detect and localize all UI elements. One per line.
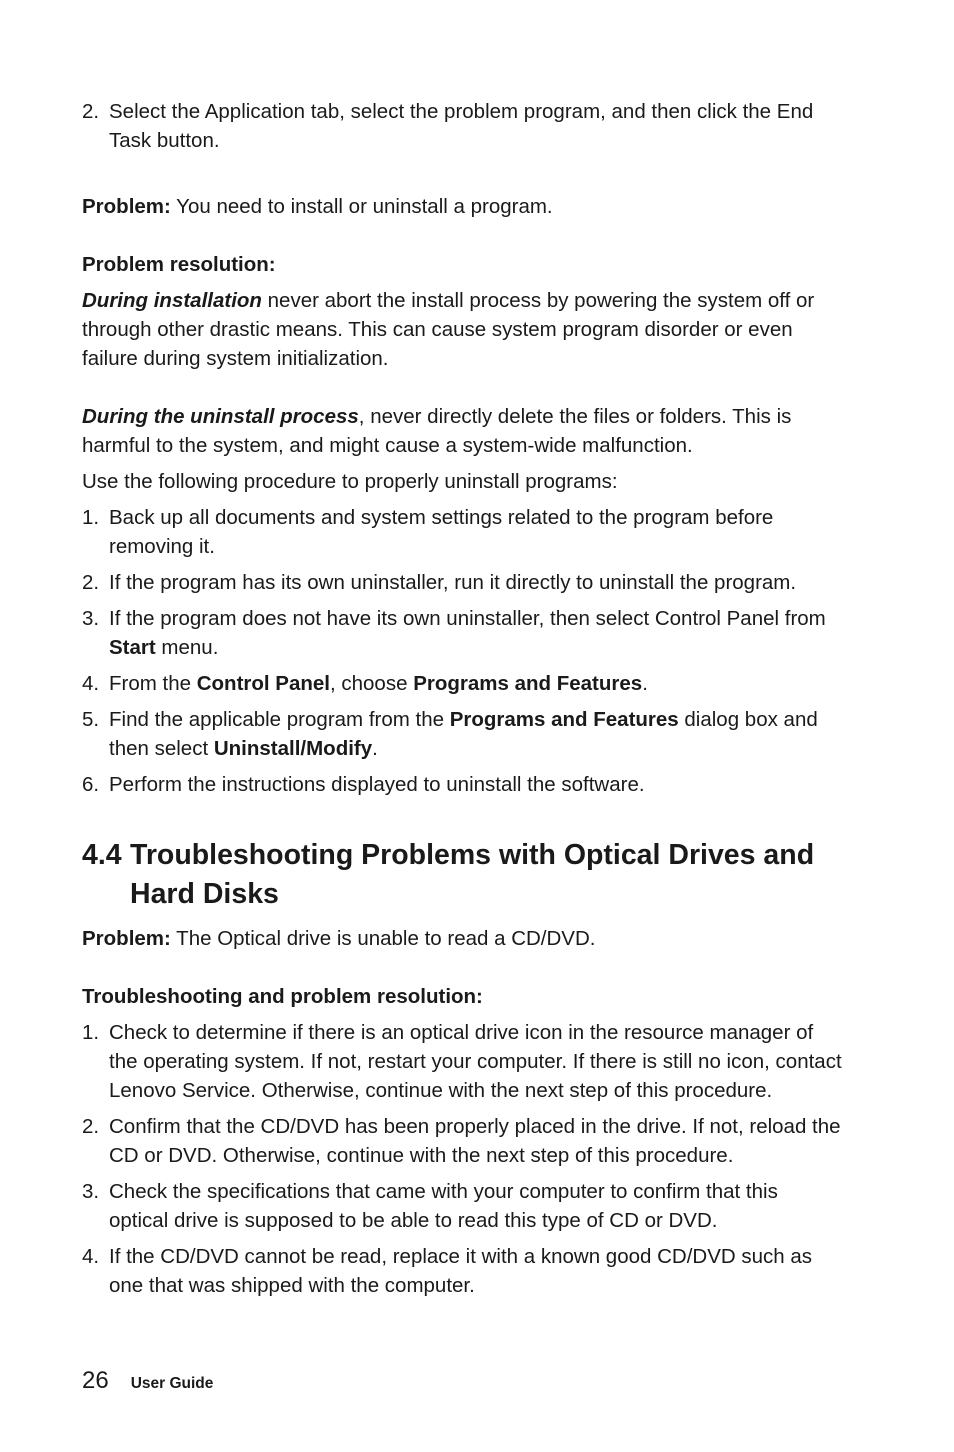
list-item: 2. If the program has its own uninstaller, run it directly to uninstall the program. [82, 571, 797, 594]
problem-label: Problem: [82, 195, 171, 218]
problem-text: You need to install or uninstall a program. [170, 195, 553, 218]
list-item: 6. Perform the instructions displayed to uninstall the software. [82, 773, 645, 796]
uninstall-paragraph [82, 402, 842, 460]
list-item: 2. Confirm that the CD/DVD has been properly placed in the drive. If not, reload the CD or DVD. Otherwise, continue with the next step of this procedure. [82, 1115, 841, 1167]
problem-statement [82, 924, 842, 953]
install-text: never abort the install process by powering the system off or through other drastic means. This can cause system program disorder or even failure during system initialization. [82, 289, 815, 370]
list-item: 1. Check to determine if there is an optical drive icon in the resource manager of the operating system. If not, restart your computer. If there is still no icon, contact Lenovo Service. Otherwise, continue with the next step of this procedure. [82, 1021, 842, 1102]
install-paragraph [82, 286, 842, 373]
list-item: 3. Check the specifications that came with your computer to confirm that this optical drive is supposed to be able to read this type of CD or DVD. [82, 1180, 778, 1232]
uninstall-emphasis: During the uninstall process [82, 405, 359, 428]
section-title: Troubleshooting Problems with Optical Drives and Hard Disks [130, 839, 815, 910]
uninstall-text: , never directly delete the files or folders. This is harmful to the system, and might cause a system-wide malfunction. [82, 405, 792, 457]
item-number: 2. [82, 100, 100, 123]
page-footer [82, 1366, 213, 1398]
list-item: 4. From the Control Panel, choose Programs and Features. [82, 672, 648, 695]
list-item [82, 97, 842, 155]
page-content [82, 97, 842, 1300]
resolution-heading: Problem resolution: [82, 253, 276, 276]
list-item: 4. If the CD/DVD cannot be read, replace it with a known good CD/DVD such as one that was shipped with the computer. [82, 1245, 813, 1297]
list-item: 1. Back up all documents and system settings related to the program before removing it. [82, 506, 774, 558]
problem-text: The Optical drive is unable to read a CD/DVD. [170, 927, 596, 950]
problem-statement [82, 192, 842, 221]
item-text: Select the Application tab, select the problem program, and then click the End Task button. [109, 100, 814, 152]
problem-label: Problem: [82, 927, 171, 950]
install-emphasis: During installation [82, 289, 262, 312]
footer-label: User Guide [130, 1375, 214, 1392]
list-item: 5. Find the applicable program from the Programs and Features dialog box and then select Uninstall/Modify. [82, 708, 818, 760]
list-item: 3. If the program does not have its own uninstaller, then select Control Panel from Start menu. [82, 607, 826, 659]
troubleshooting-heading: Troubleshooting and problem resolution: [82, 985, 483, 1008]
section-heading [82, 836, 842, 914]
procedure-intro: Use the following procedure to properly uninstall programs: [82, 470, 618, 493]
section-number: 4.4 [82, 839, 122, 871]
page-number: 26 [82, 1367, 109, 1394]
